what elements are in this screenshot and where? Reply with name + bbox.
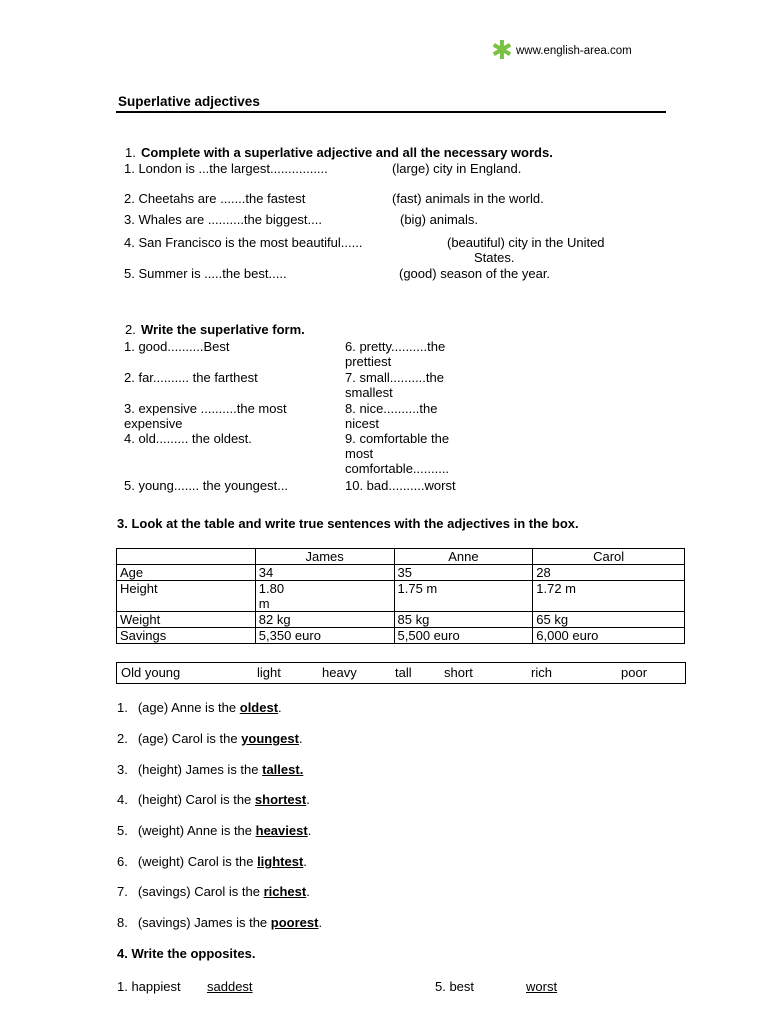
sentence-text: (height) James is the xyxy=(137,762,263,777)
ex1-item-1: 1. London is ...the largest................ xyxy=(124,161,328,176)
word-box-item: poor xyxy=(621,665,648,680)
ex2-left-5: 5. young....... the youngest... xyxy=(124,478,289,493)
data-table xyxy=(116,548,685,644)
ex2-heading: Write the superlative form. xyxy=(141,322,305,337)
sentence-answer: tallest. xyxy=(262,762,304,777)
ex1-item-5-cue: (good) season of the year. xyxy=(399,266,551,281)
sentence-number: 6. xyxy=(117,854,128,869)
sentence-text: (savings) James is the xyxy=(137,915,271,930)
ex1-item-2-cue: (fast) animals in the world. xyxy=(392,191,544,206)
sentence-4 xyxy=(117,792,310,807)
page-title: Superlative adjectives xyxy=(118,94,260,109)
ex2-right-8: 8. nice..........the xyxy=(345,401,438,416)
sentence-answer: poorest xyxy=(270,915,319,930)
sentence-answer: heaviest xyxy=(255,823,308,838)
sentence-end: . xyxy=(303,854,307,869)
table-cell: 1.75 m xyxy=(394,581,533,612)
ex2-right-6: 6. pretty..........the xyxy=(345,339,446,354)
ex2-number: 2. xyxy=(125,322,136,337)
word-box-item: Old young xyxy=(121,665,181,680)
table-cell: 34 xyxy=(255,565,394,581)
sentence-number: 2. xyxy=(117,731,128,746)
ex4-question-1: 1. happiest xyxy=(117,979,181,994)
sentence-end: . xyxy=(298,731,303,746)
ex1-item-5: 5. Summer is .....the best..... xyxy=(124,266,287,281)
word-box-item: tall xyxy=(395,665,412,680)
table-header-cell: James xyxy=(255,549,394,565)
ex4-answer-1: saddest xyxy=(207,979,253,994)
title-rule xyxy=(116,111,666,113)
word-box-item: rich xyxy=(531,665,552,680)
table-cell: Height xyxy=(117,581,256,612)
ex2-right-9: 9. comfortable the xyxy=(345,431,450,446)
sentence-end: . xyxy=(306,884,310,899)
table-header-cell: Anne xyxy=(394,549,533,565)
ex4-question-5: 5. best xyxy=(435,979,475,994)
ex1-item-3-cue: (big) animals. xyxy=(400,212,479,227)
ex3-heading: 3. Look at the table and write true sentences with the adjectives in the box. xyxy=(117,516,579,531)
table-header-cell xyxy=(117,549,256,565)
sentence-number: 4. xyxy=(117,792,128,807)
ex2-left-3: 3. expensive ..........the most xyxy=(124,401,287,416)
sentence-text: (savings) Carol is the xyxy=(137,884,264,899)
table-cell: Age xyxy=(117,565,256,581)
word-box-item: short xyxy=(444,665,473,680)
sentence-answer: oldest xyxy=(239,700,279,715)
sentence-number: 5. xyxy=(117,823,128,838)
ex1-item-4-cue-line2: States. xyxy=(474,250,515,265)
sentence-number: 7. xyxy=(117,884,128,899)
adjective-word-box xyxy=(116,662,686,684)
table-cell: 82 kg xyxy=(255,612,394,628)
sentence-6 xyxy=(117,854,307,869)
table-cell: 5,350 euro xyxy=(255,628,394,644)
sentence-text: (height) Carol is the xyxy=(137,792,255,807)
sentence-text: (weight) Carol is the xyxy=(137,854,258,869)
sentence-3 xyxy=(117,762,303,777)
sentence-2 xyxy=(117,731,303,746)
sentence-8 xyxy=(117,915,322,930)
word-box-item: light xyxy=(257,665,281,680)
sentence-text: (weight) Anne is the xyxy=(137,823,256,838)
table-cell-line: m xyxy=(258,596,270,611)
table-cell: 85 kg xyxy=(394,612,533,628)
ex1-item-3: 3. Whales are ..........the biggest.... xyxy=(124,212,322,227)
table-row xyxy=(117,628,685,644)
sentence-answer: shortest xyxy=(254,792,307,807)
table-cell: 28 xyxy=(533,565,685,581)
ex2-right-6b: prettiest xyxy=(345,354,392,369)
table-cell: Savings xyxy=(117,628,256,644)
ex2-left-1: 1. good..........Best xyxy=(124,339,230,354)
ex2-right-9b: most xyxy=(345,446,374,461)
table-row xyxy=(117,612,685,628)
sentence-answer: lightest xyxy=(257,854,304,869)
sentence-end: . xyxy=(306,792,310,807)
sentence-answer: richest xyxy=(263,884,307,899)
asterisk-logo-icon: ✱ xyxy=(491,35,513,65)
table-header-row xyxy=(117,549,685,565)
sentence-text: (age) Anne is the xyxy=(137,700,240,715)
sentence-number: 1. xyxy=(117,700,128,715)
table-cell: 5,500 euro xyxy=(394,628,533,644)
table-cell: 1.72 m xyxy=(533,581,685,612)
table-header-cell: Carol xyxy=(533,549,685,565)
table-row xyxy=(117,565,685,581)
sentence-1 xyxy=(117,700,282,715)
ex4-heading: 4. Write the opposites. xyxy=(117,946,256,961)
table-cell xyxy=(255,581,394,612)
ex2-left-3b: expensive xyxy=(124,416,183,431)
table-cell-line: 1.80 xyxy=(258,581,285,596)
ex4-answer-5: worst xyxy=(526,979,558,994)
sentence-7 xyxy=(117,884,310,899)
table-cell: 65 kg xyxy=(533,612,685,628)
website-url: www.english-area.com xyxy=(516,45,632,57)
ex1-number: 1. xyxy=(125,145,136,160)
ex1-item-4-cue: (beautiful) city in the United xyxy=(447,235,605,250)
ex2-right-7b: smallest xyxy=(345,385,393,400)
sentence-number: 3. xyxy=(117,762,128,777)
ex1-heading: Complete with a superlative adjective and all the necessary words. xyxy=(141,145,553,160)
sentence-end: . xyxy=(318,915,323,930)
ex2-right-8b: nicest xyxy=(345,416,379,431)
ex1-item-1-cue: (large) city in England. xyxy=(392,161,522,176)
sentence-5 xyxy=(117,823,311,838)
sentence-answer: youngest xyxy=(241,731,299,746)
word-box-item: heavy xyxy=(322,665,357,680)
ex2-left-4: 4. old......... the oldest. xyxy=(124,431,252,446)
sentence-end: . xyxy=(307,823,312,838)
sentence-text: (age) Carol is the xyxy=(137,731,242,746)
ex2-left-2: 2. far.......... the farthest xyxy=(124,370,258,385)
ex2-right-7: 7. small..........the xyxy=(345,370,444,385)
sentence-end: . xyxy=(278,700,282,715)
ex1-item-2: 2. Cheetahs are .......the fastest xyxy=(124,191,306,206)
sentence-number: 8. xyxy=(117,915,128,930)
ex2-right-10: 10. bad..........worst xyxy=(345,478,456,493)
table-cell: 6,000 euro xyxy=(533,628,685,644)
table-cell: 35 xyxy=(394,565,533,581)
table-cell: Weight xyxy=(117,612,256,628)
ex1-item-4: 4. San Francisco is the most beautiful...... xyxy=(124,235,363,250)
ex2-right-9c: comfortable.......... xyxy=(345,461,450,476)
table-row xyxy=(117,581,685,612)
